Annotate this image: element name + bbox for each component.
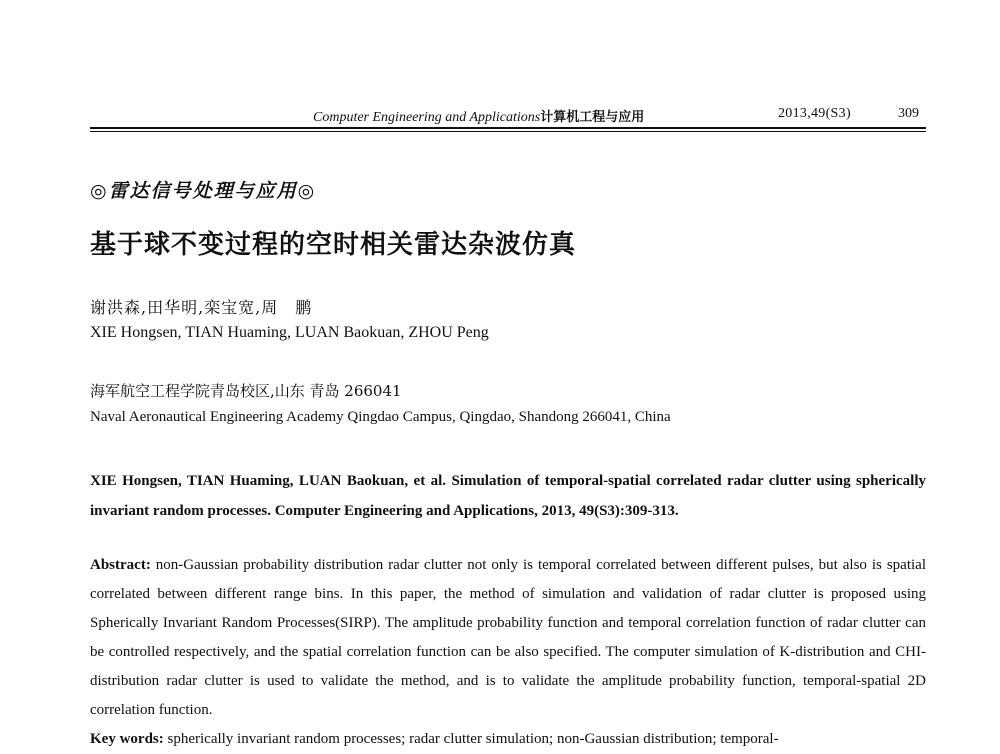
- authors-english: XIE Hongsen, TIAN Huaming, LUAN Baokuan, ZHOU Peng: [90, 324, 489, 341]
- abstract-label: Abstract: [90, 557, 146, 573]
- journal-name-en: Computer Engineering and Applications: [313, 110, 541, 125]
- issue-info: 2013,49(S3): [778, 106, 851, 121]
- abstract-colon: :: [145, 557, 156, 573]
- section-heading: ◎雷达信号处理与应用◎: [90, 180, 317, 202]
- affiliation-english: Naval Aeronautical Engineering Academy Qingdao Campus, Qingdao, Shandong 266041, China: [90, 409, 671, 425]
- abstract-block: [90, 551, 926, 754]
- journal-name-cn: 计算机工程与应用: [540, 110, 645, 125]
- journal-name: [313, 106, 644, 126]
- authors-chinese: 谢洪森,田华明,栾宝宽,周 鹏: [90, 298, 313, 317]
- keywords-colon: :: [158, 731, 168, 747]
- keywords-text: spherically invariant random processes; radar clutter simulation; non-Gaussian distribution; temporal-: [167, 731, 779, 747]
- paper-title: 基于球不变过程的空时相关雷达杂波仿真: [90, 230, 577, 260]
- affiliation-chinese: 海军航空工程学院青岛校区,山东 青岛 266041: [90, 382, 402, 400]
- citation: XIE Hongsen, TIAN Huaming, LUAN Baokuan, et al. Simulation of temporal-spatial correlated radar clutter using spherically invariant random processes. Computer Engineering and Applications, 2013, 49(S3):309-313.: [90, 473, 926, 519]
- header-rule-thick: [90, 127, 926, 129]
- abstract-text: non-Gaussian probability distribution radar clutter not only is temporal correlated between different pulses, but also is spatial correlated between different range bins. In this paper, the method of simulation and validation of radar clutter is proposed using Spherically Invariant Random Processes(SIRP). The amplitude probability function and temporal correlation function of radar clutter can be controlled respectively, and the spatial correlation function can be also specified. The computer simulation of K-distribution and CHI-distribution radar clutter is used to validate the method, and is to validate the amplitude probability function, temporal-spatial 2D correlation function.: [90, 557, 926, 718]
- header-rule-thin: [90, 131, 926, 132]
- page-number: 309: [898, 106, 919, 121]
- keywords-label: Key words: [90, 731, 159, 747]
